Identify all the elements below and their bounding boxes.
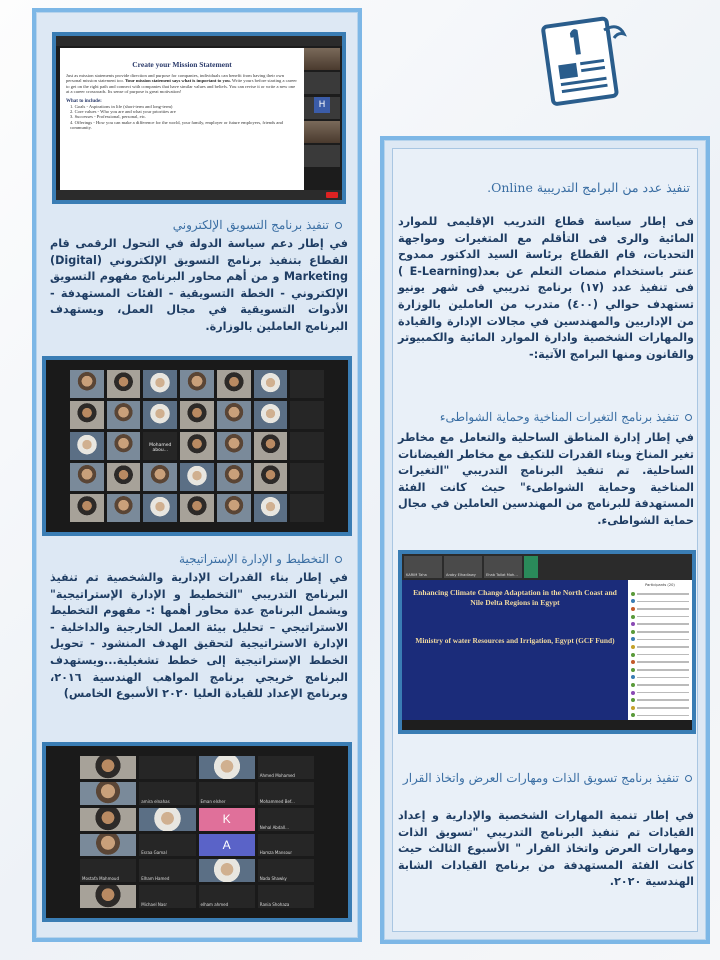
bullet-icon <box>335 556 342 563</box>
participant-row <box>631 620 689 628</box>
bullet-icon <box>685 414 692 421</box>
participant-tile <box>70 432 104 460</box>
list-item: 3. Successes - Professional, personal, etc. <box>70 114 147 120</box>
participant-name: Ahmed Mohamed <box>259 772 295 778</box>
participant-tile <box>80 756 136 779</box>
participant-tile <box>254 370 288 398</box>
participant-name: Rania Shohaza <box>259 902 290 907</box>
section-heading-strategic-planning: التخطيط و الإدارة الإستراتيجية <box>48 552 342 566</box>
participants-panel-title: Participants (20) <box>645 583 675 587</box>
participant-tile <box>254 463 288 491</box>
participant-tile <box>254 494 288 522</box>
climate-slide <box>402 580 628 720</box>
participant-tile <box>80 782 136 805</box>
section-heading-climate: تنفيذ برنامج التغيرات المناخية وحماية الشواطىء <box>396 410 692 424</box>
participant-initial: K <box>222 812 231 827</box>
zoom-toolbar <box>56 190 342 200</box>
participant-row <box>631 613 689 621</box>
participant-row <box>631 643 689 651</box>
right-column-panel <box>380 136 710 944</box>
participant-name: Michael Nasr <box>141 902 168 907</box>
participant-tile <box>290 370 324 398</box>
list-item: 4. Offerings - How you can make a difference for the world, your family, employer or future employers, friends and community. <box>70 119 283 130</box>
participant-name: elham ahmed <box>200 902 229 907</box>
participant-tile <box>143 401 177 429</box>
participant-row <box>631 704 689 712</box>
participant-tile <box>254 401 288 429</box>
video-strip <box>402 554 692 580</box>
participant-row <box>631 590 689 598</box>
participant-video <box>524 556 538 578</box>
participant-tile <box>107 401 141 429</box>
participant-tile <box>199 885 255 908</box>
newspaper-icon <box>534 12 630 112</box>
participant-tile <box>107 463 141 491</box>
end-meeting-button <box>326 192 338 198</box>
participant-tile <box>139 782 195 805</box>
participant-video <box>404 556 442 578</box>
section-heading-self-marketing: تنفيذ برنامج تسويق الذات ومهارات العرض واتخاذ القرار <box>396 770 692 786</box>
zoom-gallery-screenshot-1 <box>42 356 352 536</box>
participant-tile <box>290 463 324 491</box>
participant-video <box>444 556 482 578</box>
zoom-top-bar <box>56 36 342 46</box>
participant-tile <box>290 401 324 429</box>
participant-tile <box>258 808 314 831</box>
participants-panel <box>628 580 692 720</box>
section-heading-digital-marketing: تنفيذ برنامج التسويق الإلكتروني <box>48 218 342 232</box>
participant-tile <box>139 756 195 779</box>
participant-tile <box>217 463 251 491</box>
participant-row <box>631 666 689 674</box>
participant-tile <box>107 494 141 522</box>
participant-tile <box>143 494 177 522</box>
intro-body: فى إطار سياسة قطاع التدريب الإقليمى للموارد المائية والرى فى التأقلم مع المتغيرات ومواجهة التحديات، قام القطاع برئاسة السيد الدكتور ممدوح عنتر باستخدام منصات التعلم عن بعد(E-Learning ) فى تنفيذ عدد (١٧) برنامج تدريبي فى شهر يونيو تستهدف حوالي (٤٠٠) متدرب من العاملين بالوزارة من الإداريين والمهندسين في مجالات الإدارة والقيادة والمهارات الشخصية وادارة الموارد المائية والكمبيوتر والقانون ومنها البرامج الآتية:- <box>398 215 694 361</box>
participant-tile <box>199 834 255 857</box>
participant-name: amira elnahas <box>141 798 170 804</box>
participant-name: Mohamed abou... <box>149 443 172 454</box>
participant-name: KARIM Taha <box>406 573 427 577</box>
participant-tile <box>180 494 214 522</box>
participant-name: Ehab Tallat Moh... <box>486 573 518 577</box>
participant-row <box>631 598 689 606</box>
participant-tile <box>80 885 136 908</box>
climate-slide-title: Enhancing Climate Change Adaptation in the North Coast and Nile Delta Regions in Egypt <box>413 588 617 607</box>
section-body-strategic-planning: في إطار بناء القدرات الإدارية والشخصية تم تنفيذ البرنامج التدريبي "التخطيط و الإدارة الإستراتيجية" ويشمل البرنامج عدة محاور أهمها :- مفهوم التخطيط الاستراتيجي – تحليل بيئة العمل الخارجية والداخلية - الإدارة الاستراتيجية لتحقيق الهدف المنشود - تحويل الخطط الإستراتيجية إلى خطط تشغيلية...ويستهدف البرنامج خريجي برنامج المواهب الهندسية ٢٠١٦، وبرنامج الإعداد للقيادة العليا ٢٠٢٠ الأسبوع الخامس) <box>50 571 348 701</box>
participant-tile <box>199 782 255 805</box>
participant-name: Mostafa Mahmoud <box>82 876 119 882</box>
participant-video <box>304 121 340 143</box>
participant-row <box>631 628 689 636</box>
participant-tile <box>143 463 177 491</box>
mission-statement-screenshot <box>52 32 346 204</box>
windows-taskbar <box>402 720 692 730</box>
participant-tile <box>217 494 251 522</box>
participant-tile <box>70 401 104 429</box>
section-body-self-marketing: في إطار تنمية المهارات الشخصية والإدارية و إعداد القيادات تم تنفيذ البرنامج التدريبي "تسويق الذات ومهارات العرض واتخاذ القرار " الأسبوع الثالث حيث كانت الفئة المستهدفة من برنامج القيادات الشابة الهندسية ٢٠٢٠. <box>398 809 694 889</box>
participant-tile <box>199 808 255 831</box>
participant-row <box>631 681 689 689</box>
participant-video <box>304 97 340 119</box>
participant-tile <box>290 432 324 460</box>
participant-tile <box>199 859 255 882</box>
participant-initial: H <box>314 97 330 113</box>
participant-name: Hamza Mansour <box>259 850 293 856</box>
participant-tile <box>107 370 141 398</box>
participant-tile <box>180 463 214 491</box>
participant-name: Aroby Elhadlawy <box>446 573 476 577</box>
participant-name: Nada Shawky <box>259 876 287 882</box>
participant-row <box>631 674 689 682</box>
participant-video <box>304 145 340 167</box>
mission-slide-list-title: What to include: <box>66 98 102 104</box>
participant-tile <box>258 756 314 779</box>
participant-tile <box>258 885 314 908</box>
mission-slide-paragraph: Just as mission statements provide direction and purpose for companies, individuals can benefit from having their own personal mission statement too. Your mission statement says what is important to you. Write yours before starting a career to get on the right path and connect with companies that have similar values and beliefs. You can revise it or write a new one at a career crossroads. Its sense of purpose is great motivation! <box>66 73 297 95</box>
participant-row <box>631 605 689 613</box>
participant-tile <box>258 782 314 805</box>
participant-tile <box>143 432 177 460</box>
participant-name: Nehal Abdall... <box>259 824 289 830</box>
list-item: 1. Goals - Aspirations in life (short-term and long-term) <box>70 103 173 109</box>
mission-slide-list <box>66 104 298 130</box>
participant-tile <box>258 859 314 882</box>
list-item: 2. Core values - Who you are and what your priorities are <box>70 108 176 114</box>
participant-name: Esraa Gamal <box>141 850 167 856</box>
participant-tile <box>143 370 177 398</box>
climate-webinar-screenshot <box>398 550 696 734</box>
participant-tile <box>139 885 195 908</box>
participant-tile <box>139 859 195 882</box>
participant-tile <box>254 432 288 460</box>
participant-tile <box>70 463 104 491</box>
participant-tile <box>80 808 136 831</box>
participant-tile <box>70 370 104 398</box>
participant-initial: A <box>222 837 231 852</box>
participant-video <box>484 556 522 578</box>
mission-slide <box>60 48 304 194</box>
participant-strip <box>304 48 340 169</box>
participant-tile <box>80 834 136 857</box>
participant-name: Elham Hamed <box>141 876 170 882</box>
participant-row <box>631 689 689 697</box>
participant-row <box>631 651 689 659</box>
participant-tile <box>199 756 255 779</box>
participant-tile <box>139 808 195 831</box>
participant-name: Eman elsher <box>200 798 226 804</box>
participant-tile <box>70 494 104 522</box>
section-body-climate: في إطار إدارة المناطق الساحلية والتعامل مع مخاطر تغير المناخ وبناء القدرات للتكيف مع مخاطر الفيضانات الساحلية. تم تنفيذ البرنامج التدريبي "التغيرات المناخية وحماية الشواطىء" حيث كانت الفئة المستهدفة للبرنامج من المهندسين العاملين في مجال حماية الشواطىء. <box>398 431 694 527</box>
participant-name: Mohammed Bef... <box>259 798 295 804</box>
participant-row <box>631 712 689 720</box>
participant-video <box>304 48 340 70</box>
climate-slide-organization: Ministry of water Resources and Irrigation, Egypt (GCF Fund) <box>415 636 615 645</box>
participant-tile <box>180 401 214 429</box>
participant-tile <box>258 834 314 857</box>
participant-row <box>631 696 689 704</box>
participant-tile <box>180 432 214 460</box>
participant-tile <box>217 401 251 429</box>
participant-tile <box>139 834 195 857</box>
bullet-icon <box>685 775 692 782</box>
participant-tile <box>290 494 324 522</box>
participant-tile <box>80 859 136 882</box>
participant-row <box>631 658 689 666</box>
section-body-digital-marketing: في إطار دعم سياسة الدولة في التحول الرقمى قام القطاع بتنفيذ برنامج التسويق الإلكتروني (Digital) Marketing و من أهم محاور البرنامج مفهوم التسويق الإلكتروني - الخطة التسويقية - الفئات المستهدفة - الأدوات التسويقية في مجال العمل، ويستهدف البرنامج العاملين بالوزارة. <box>50 237 348 333</box>
participant-video <box>304 72 340 94</box>
participant-row <box>631 636 689 644</box>
zoom-gallery-screenshot-2 <box>42 742 352 922</box>
participant-tile <box>217 370 251 398</box>
participant-tile <box>180 370 214 398</box>
bullet-icon <box>335 222 342 229</box>
intro-heading: تنفيذ عدد من البرامج التدريبية Online. <box>487 180 690 195</box>
left-column-panel <box>32 8 362 942</box>
participant-tile <box>107 432 141 460</box>
participant-tile <box>217 432 251 460</box>
mission-slide-title: Create your Mission Statement <box>132 60 232 69</box>
